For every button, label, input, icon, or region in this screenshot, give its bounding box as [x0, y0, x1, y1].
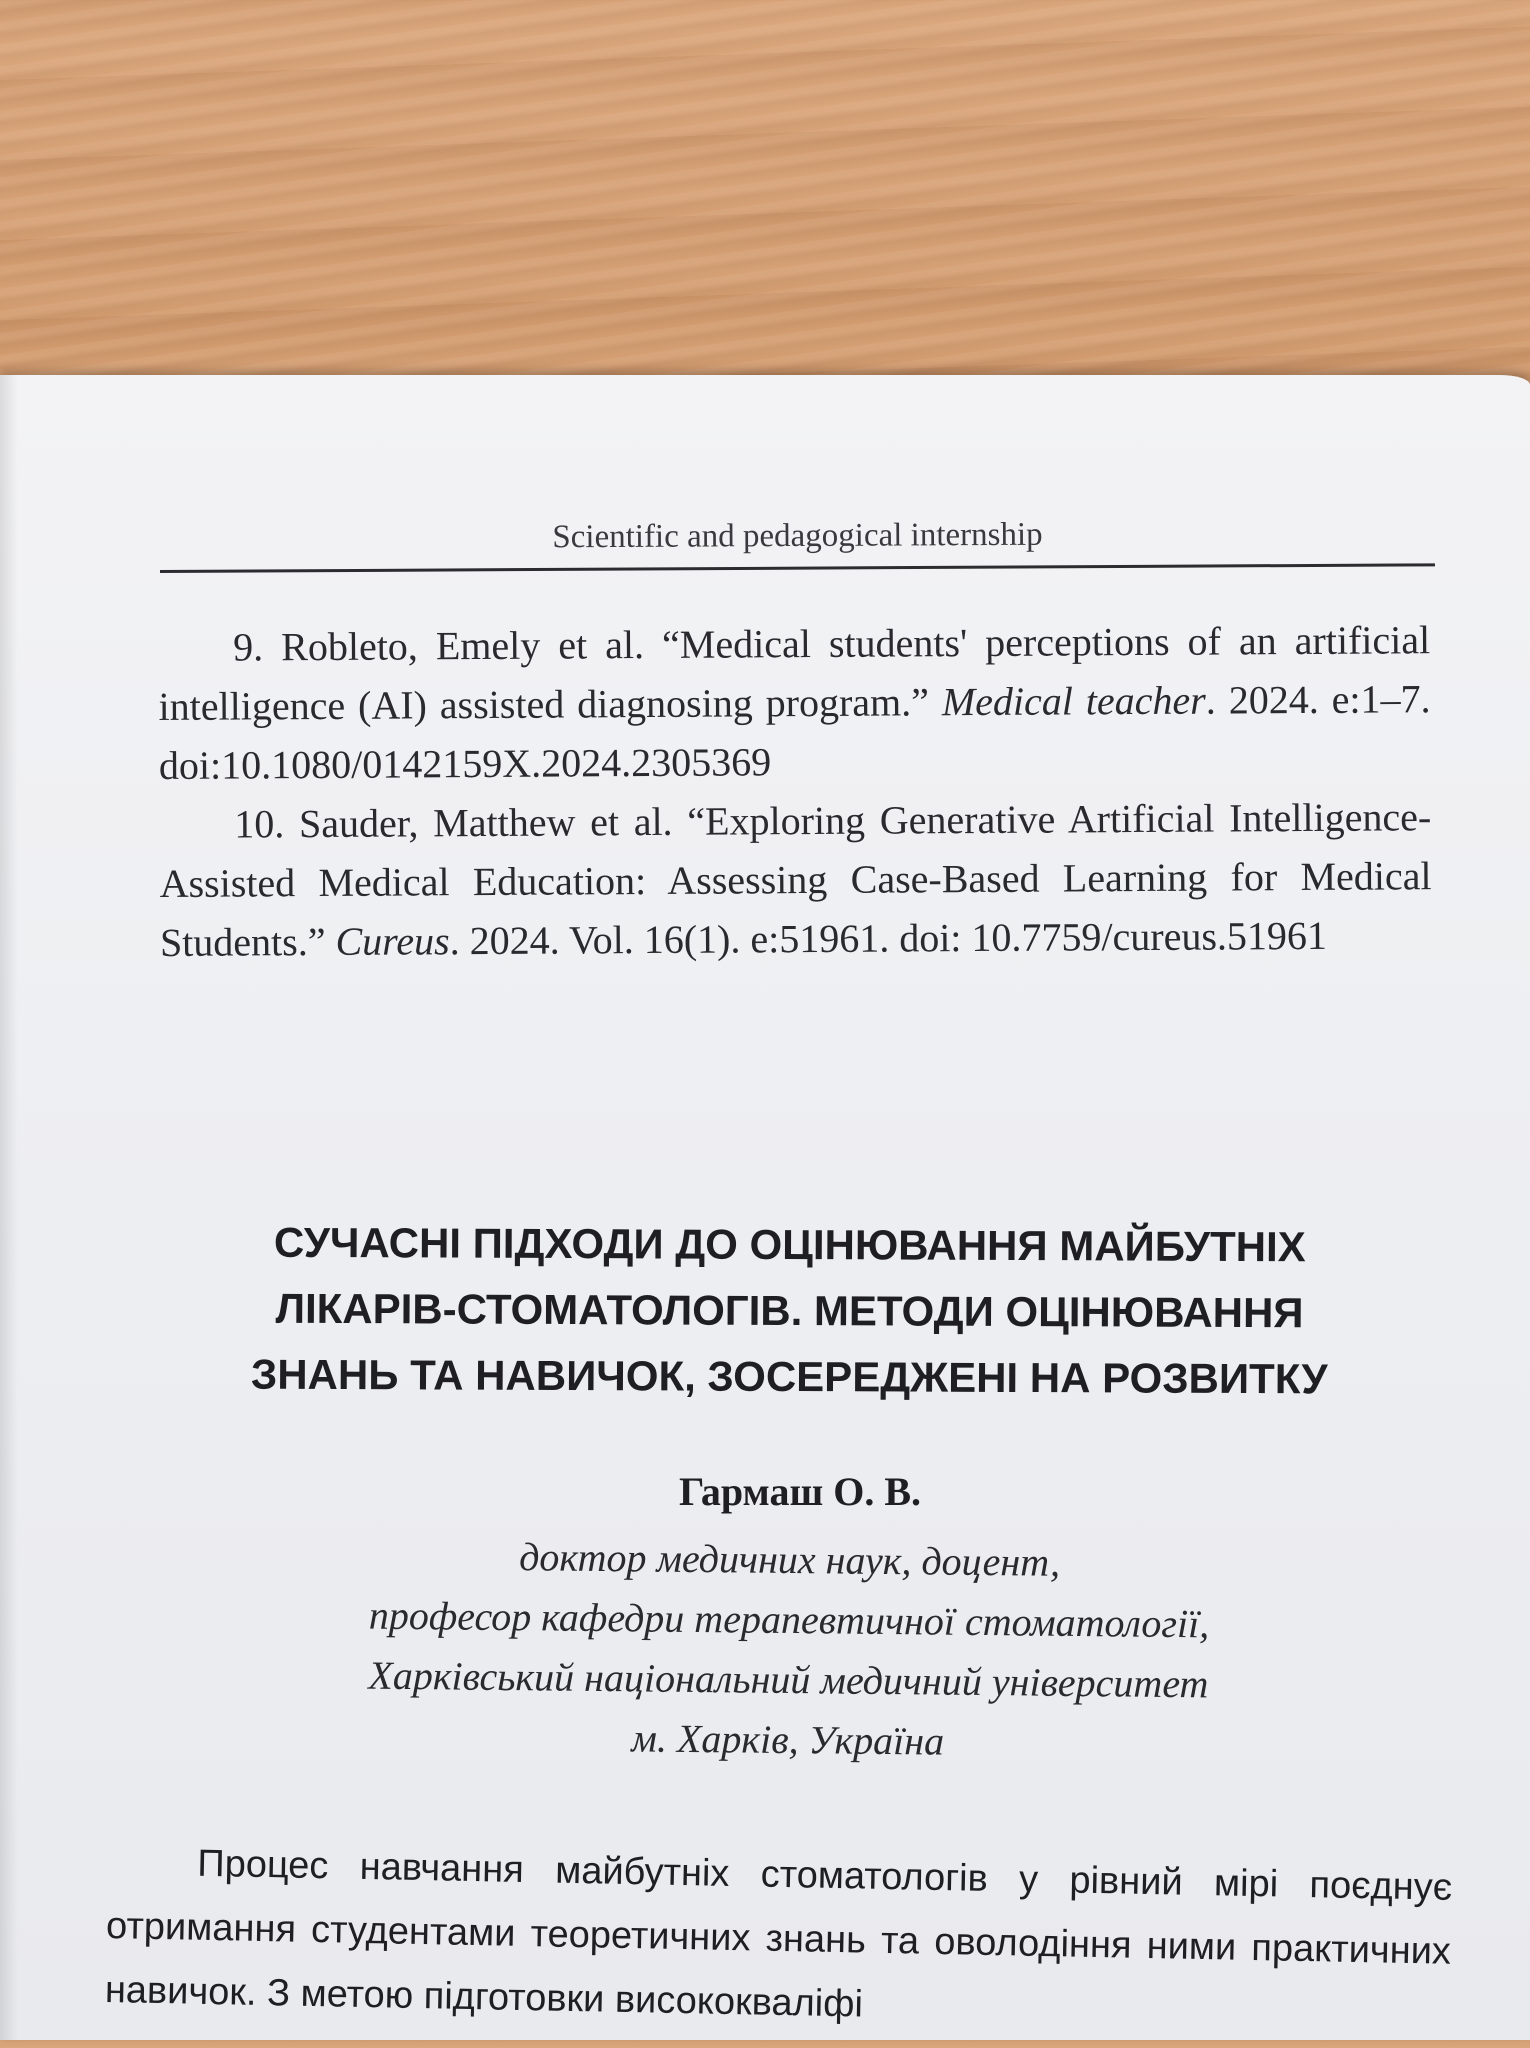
title-line: СУЧАСНІ ПІДХОДИ ДО ОЦІНЮВАННЯ МАЙБУТНІХ [273, 1218, 1306, 1271]
affiliation-line: Харківський національний медичний університет [368, 1652, 1209, 1707]
body-paragraph: Процес навчання майбутніх стоматологів у рівний мірі поєднує отримання студентами теоретичних знань та оволодіння ними практичних навичок. З метою підготовки висококваліфі [104, 1842, 1453, 2026]
reference-list [158, 610, 1432, 972]
reference-journal: Medical teacher [941, 677, 1206, 725]
reference-text: 10. Sauder, Matthew et al. “Exploring Generative Artificial Intelligence-Assisted Medical Education: Assessing Case-Based Learning for Medical Students.” [159, 794, 1432, 965]
author-name: Гармаш О. В. [678, 1469, 922, 1514]
reference-item [158, 610, 1431, 795]
article-body [104, 1830, 1452, 2048]
affiliation-line: професор кафедри терапевтичної стоматології, [368, 1592, 1210, 1647]
title-line: ЛІКАРІВ-СТОМАТОЛОГІВ. МЕТОДИ ОЦІНЮВАННЯ [275, 1284, 1304, 1337]
page-edge-shadow [0, 375, 18, 2040]
running-head: Scientific and pedagogical internship [552, 516, 1043, 556]
affiliation-line: доктор медичних наук, доцент, [518, 1534, 1061, 1585]
wooden-desk-background [0, 0, 1530, 400]
reference-details: . 2024. e:1–7. doi:10.1080/0142159X.2024.2305369 [158, 676, 1431, 788]
reference-item [159, 787, 1432, 972]
affiliation-line: м. Харків, Україна [631, 1715, 945, 1764]
reference-details: . 2024. Vol. 16(1). e:51961. doi: 10.7759/cureus.51961 [449, 912, 1328, 964]
reference-journal: Cureus [335, 918, 450, 964]
author-affiliation [198, 1524, 1380, 1776]
reference-text: 9. Robleto, Emely et al. “Medical students' perceptions of an artificial intelligence (AI) assisted diagnosing program.” [158, 617, 1431, 729]
title-line: ЗНАНЬ ТА НАВИЧОК, ЗОСЕРЕДЖЕНІ НА РОЗВИТКУ [250, 1350, 1328, 1403]
article-title [169, 1209, 1410, 1412]
